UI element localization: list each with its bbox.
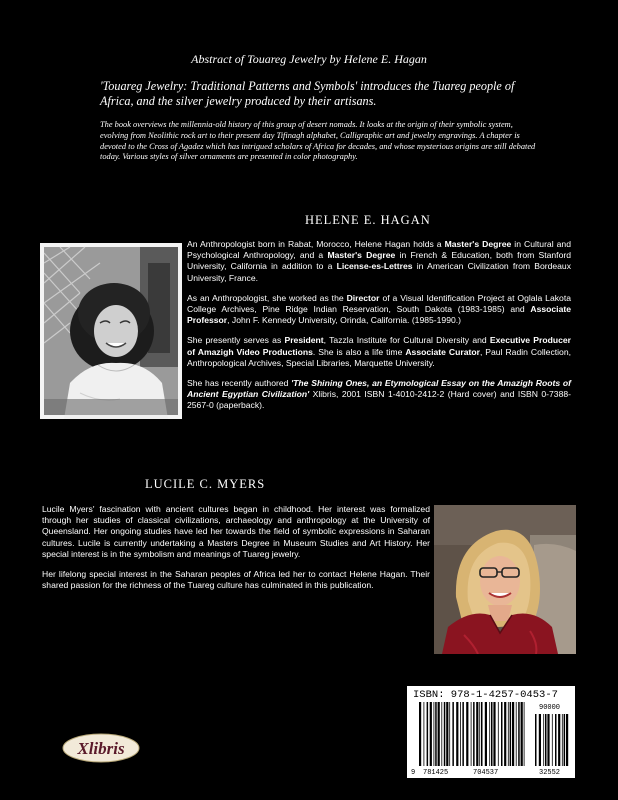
myers-heading: LUCILE C. MYERS <box>145 477 266 491</box>
barcode-bar <box>535 714 537 766</box>
barcode-bar <box>489 702 490 766</box>
barcode-bar <box>462 702 464 766</box>
barcode-bar <box>473 702 475 766</box>
hagan-bio-paragraph: She has recently authored 'The Shining Ones, an Etymological Essay on the Amazigh Roots of Ancient Egyptian Civilization' Xlibris, 2001 ISBN 1-4010-2412-2 (Hard cover) and ISBN 0-7388-2567-0 (paperback). <box>187 378 572 411</box>
barcode-bar <box>558 714 560 766</box>
barcode-bar <box>438 702 440 766</box>
barcode-box <box>407 686 575 778</box>
xlibris-logo <box>62 733 140 763</box>
hagan-bio-paragraph: As an Anthropologist, she worked as the Director of a Visual Identification Project at Oglala Lakota College Archives, Pine Ridge Indian Reservation, South Dakota (1983-1985) and Associate Professor, John F. Kennedy University, Orinda, California. (1985-1990.) <box>187 292 571 326</box>
abstract-body: The book overviews the millennia-old history of this group of desert nomads. It looks at the origin of their symbolic system, evolving from Neolithic rock art to their present day Tifinagh alphabet, Calligraphic art and jewelry engravings. A chapter is devoted to the Cross of Agadez which has intrigued scholars of Africa for decades, and whose mysterious origins are still debated today. Various styles of silver ornaments are presented in color photography. <box>100 120 536 162</box>
barcode-bar <box>512 702 514 766</box>
barcode-bar <box>491 702 493 766</box>
hagan-bio <box>187 239 571 421</box>
barcode-bar <box>516 702 517 766</box>
hagan-bio-paragraph: She presently serves as President, Tazzla Institute for Cultural Diversity and Executive Producer of Amazigh Video Productions. She is also a life time Associate Curator, Paul Radin Collection, Anthropological Archives, Special Libraries, Marquette University. <box>187 335 572 368</box>
barcode-bar <box>543 714 544 766</box>
barcode-lead-digit: 9 <box>411 769 416 777</box>
barcode-right-digits: 704537 <box>473 769 499 777</box>
barcode-bar <box>427 702 429 766</box>
barcode-bar <box>460 702 461 766</box>
barcode-bar <box>476 702 478 766</box>
abstract-title: Abstract of Touareg Jewelry by Helene E. Hagan <box>191 52 427 66</box>
myers-bio <box>42 504 430 600</box>
barcode-bar <box>521 702 523 766</box>
barcode-bar <box>479 702 480 766</box>
barcode-bar <box>508 702 509 766</box>
barcode-bar <box>552 714 553 766</box>
barcode-bar <box>493 702 495 766</box>
barcode-bar <box>446 702 448 766</box>
abstract-intro: 'Touareg Jewelry: Traditional Patterns and Symbols' introduces the Tuareg people of Africa, and the silver jewelry produced by their artisans. <box>100 79 515 108</box>
barcode-bar <box>419 702 421 766</box>
barcode-bar <box>564 714 566 766</box>
xlibris-logo-text: Xlibris <box>77 739 125 758</box>
myers-bio-paragraph: Her lifelong special interest in the Saharan peoples of Africa led her to contact Helene Hagan. Their shared passion for the richness of the Tuareg culture has culminated in this publication. <box>42 569 430 591</box>
barcode-bar <box>510 702 512 766</box>
barcode-bar <box>441 702 442 766</box>
myers-bio-paragraph: Lucile Myers' fascination with ancient cultures began in childhood. Her interest was formalized through her studies of classical civilizations, archaeology and anthropology at the University of Queensland. Her ongoing studies have led her towards the field of symbolic expressions in Saharan cultures. Lucile is currently undertaking a Masters Degree in Museum Studies and Art History. Her special interest is in the symbolism and meanings of Tuareg jewelry. <box>42 504 430 559</box>
barcode-bar <box>504 702 506 766</box>
hagan-bio-paragraph: An Anthropologist born in Rabat, Morocco, Helene Hagan holds a Master's Degree in Cultural and Psychological Anthropology, and a Master's Degree in French & Education, both from Stanford University, California in addition to a License-es-Lettres in American Civilization from Bordeaux University, France. <box>187 239 571 283</box>
barcode-bar <box>498 702 499 766</box>
barcode-bar <box>539 714 541 766</box>
barcode-bar <box>456 702 458 766</box>
hagan-heading: HELENE E. HAGAN <box>305 213 431 227</box>
barcode-left-digits: 781425 <box>423 769 449 777</box>
barcode-bar <box>424 702 425 766</box>
barcode-bar <box>481 702 483 766</box>
barcode-bar <box>562 714 563 766</box>
barcode-bar <box>555 714 557 766</box>
barcode-bar <box>545 714 547 766</box>
barcode-bar <box>466 702 468 766</box>
hagan-photo <box>40 243 182 419</box>
barcode-bar <box>501 702 503 766</box>
isbn-text: ISBN: 978-1-4257-0453-7 <box>413 689 558 701</box>
barcode-bar <box>430 702 432 766</box>
barcode-bar <box>485 702 487 766</box>
barcode-bar <box>547 714 549 766</box>
barcode-bar <box>444 702 446 766</box>
barcode-bar <box>449 702 450 766</box>
barcode-bar <box>524 702 525 766</box>
barcode-bar <box>452 702 454 766</box>
barcode-bar <box>566 714 568 766</box>
barcode-bar <box>471 702 472 766</box>
barcode-bar <box>435 702 437 766</box>
price-code-text: 90000 <box>539 704 561 712</box>
myers-photo <box>434 505 576 654</box>
barcode-bar <box>434 702 435 766</box>
addon-digits: 32552 <box>539 769 561 777</box>
barcode-bar <box>518 702 520 766</box>
